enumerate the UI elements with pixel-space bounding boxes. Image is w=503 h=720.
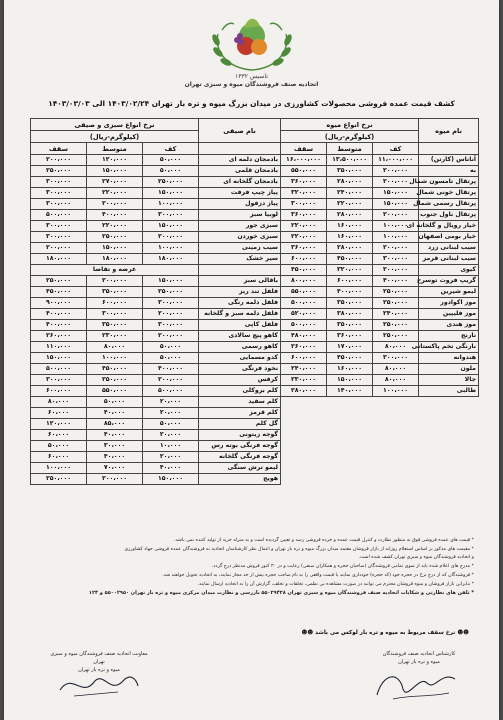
fruit-cell-name: پرتقال تامسون شمال — [419, 177, 479, 188]
fruit-cell-name: سیب لبنانی قرمز — [419, 254, 479, 265]
fruit-cell-max: ۲۳۰،۰۰۰ — [281, 375, 327, 386]
veg-cell-min: ۵۰،۰۰۰ — [143, 166, 199, 177]
fruit-cell-max: ۴۸۰،۰۰۰ — [281, 331, 327, 342]
fruit-cell-name: موز فلیپین — [419, 309, 479, 320]
note-line-phones: * تلفن های نظارتی و شکایات اتحادیه صنف فروشندگان میوه و سبزی تهران ۵۵۰۲۹۴۲۸ بازرسی و نظارت میدان مرکزی میوه و تره بار تهران ۵۵۰۰۲۹۵۰ و ۱۲۴ — [88, 590, 474, 597]
note-line: و اتحادیه فروشندگان میوه و سبزی تهران کشف شده است. — [358, 555, 474, 561]
fruit-avg-header: متوسط — [327, 143, 373, 155]
fruit-cell-name: لیمو شیرین — [419, 287, 479, 298]
fruit-cell-avg: ۱۴۰،۰۰۰ — [327, 386, 373, 397]
table-row — [281, 364, 479, 375]
veg-cell-name: فلفل دلمه سبز و گلخانه — [199, 309, 281, 320]
veg-cell-name: کاهو رسمی — [199, 342, 281, 353]
fruit-cell-max: ۳۶۰،۰۰۰ — [281, 243, 327, 254]
table-row — [281, 287, 479, 298]
fruit-cell-name: ملون — [419, 364, 479, 375]
table-row — [31, 331, 281, 342]
veg-cell-name: لیمو ترش سنگی — [199, 463, 281, 474]
table-row — [281, 199, 479, 210]
signature-left-title: معاونت اتحادیه صنف فروشندگان میوه و سبزی تهران — [50, 651, 148, 665]
fruit-cell-min: ۸۰،۰۰۰ — [373, 375, 419, 386]
veg-cell-min: ۱۵۰،۰۰۰ — [143, 276, 199, 287]
table-row — [31, 375, 281, 386]
veg-cell-max: ۱۵۰،۰۰۰ — [31, 353, 87, 364]
fruit-cell-min: ۲۰۰،۰۰۰ — [373, 265, 419, 276]
table-row — [281, 210, 479, 221]
fruit-cell-max: ۳۶۰،۰۰۰ — [281, 177, 327, 188]
table-row — [31, 408, 281, 419]
fruit-cell-avg: ۲۸۰،۰۰۰ — [327, 177, 373, 188]
veg-cell-min: ۲۰،۰۰۰ — [143, 430, 199, 441]
fruit-cell-avg: ۱۵۰،۰۰۰ — [327, 375, 373, 386]
veg-cell-max: ۴۵۰،۰۰۰ — [31, 287, 87, 298]
veg-cell-min: ۲۰،۰۰۰ — [143, 397, 199, 408]
veg-cell-min: ۴۰۰،۰۰۰ — [143, 364, 199, 375]
veg-cell-avg: ۵۰،۰۰۰ — [87, 397, 143, 408]
veg-cell-min: ۵۰،۰۰۰ — [143, 342, 199, 353]
veg-cell-min: ۲۰۰،۰۰۰ — [143, 232, 199, 243]
signature-right-org: میوه و تره بار تهران — [398, 659, 440, 665]
veg-cell-max: ۲۵۰،۰۰۰ — [31, 276, 87, 287]
table-row — [281, 386, 479, 397]
fruit-cell-min: ۱۰۰،۰۰۰ — [373, 232, 419, 243]
veg-cell-max: ۶۰۰،۰۰۰ — [31, 386, 87, 397]
veg-cell-name: پیاز چیپ فرفت — [199, 188, 281, 199]
table-row — [31, 166, 281, 177]
veg-avg-header: متوسط — [87, 143, 143, 155]
veg-max-header: سقف — [31, 143, 87, 155]
fruit-cell-name: نارنگی تخم پاکستانی — [419, 342, 479, 353]
veg-cell-name: بادمجان قلمی — [199, 166, 281, 177]
fruit-cell-avg: ۴۵۰،۰۰۰ — [327, 254, 373, 265]
fruit-cell-min: ۳۰۰،۰۰۰ — [373, 254, 419, 265]
table-row — [281, 188, 479, 199]
fruit-group-title: نرخ انواع میوه — [281, 119, 419, 131]
veg-unit-header: (کیلوگرم-ریال) — [31, 131, 199, 143]
fruit-cell-min: ۲۰۰،۰۰۰ — [373, 166, 419, 177]
page-title: کشف قیمت عمده فروشی محصولات کشاورزی در میدان بزرگ میوه و تره بار تهران ۱۴۰۳/۰۲/۲۴ الی ۱۴۰۳/۰۳/۰۳ — [48, 99, 455, 108]
veg-cell-min: ۳۰۰،۰۰۰ — [143, 320, 199, 331]
table-row — [281, 177, 479, 188]
veg-name-header-blank — [199, 143, 281, 155]
fruit-cell-avg: ۱۶۰،۰۰۰ — [327, 364, 373, 375]
veg-cell-avg: ۴۵۰،۰۰۰ — [87, 364, 143, 375]
veg-cell-max: ۲۶۰،۰۰۰ — [31, 331, 87, 342]
veg-cell-avg: ۸۰،۰۰۰ — [87, 342, 143, 353]
veg-cell-avg: ۲۷۰،۰۰۰ — [87, 177, 143, 188]
veg-cell-name: سیب زمینی — [199, 243, 281, 254]
veg-cell-name: سبزی خوردن — [199, 232, 281, 243]
fruit-cell-name: پرتقال ناول جنوب — [419, 210, 479, 221]
veg-cell-max: ۳۰۰،۰۰۰ — [31, 375, 87, 386]
veg-cell-name: فلفل تند ریز — [199, 287, 281, 298]
fruit-cell-min: ۲۵۰،۰۰۰ — [373, 298, 419, 309]
veg-cell-min: ۱۸۰،۰۰۰ — [143, 254, 199, 265]
veg-cell-max: ۱۰۰،۰۰۰ — [31, 463, 87, 474]
table-row — [31, 353, 281, 364]
fruit-max-header: سقف — [281, 143, 327, 155]
note-line: * فروشندگان که از درج نرخ در حجره خود (کد حجره) خودداری نمایند یا قیمت واقعی را به نام صاحب حجره بیش از حد مجاز نمایند، به اتحادیه تحویل خواهند شد. — [162, 572, 474, 578]
veg-cell-name: گوجه فرنگی بوته رس — [199, 441, 281, 452]
fruit-cell-name: پرتقال رسمی شمال — [419, 199, 479, 210]
veg-cell-max: ۶۰،۰۰۰ — [31, 408, 87, 419]
veg-cell-name: کلم بروکلی — [199, 386, 281, 397]
fruit-cell-avg: ۲۸۰،۰۰۰ — [327, 210, 373, 221]
veg-cell-min: ۵۰،۰۰۰ — [143, 353, 199, 364]
veg-cell-blank — [199, 265, 281, 276]
fruit-cell-avg: ۱۶۰،۰۰۰ — [327, 232, 373, 243]
veg-cell-max: ۲۰۰،۰۰۰ — [31, 155, 87, 166]
document-page — [4, 0, 499, 720]
table-row — [281, 298, 479, 309]
fruit-price-table — [280, 118, 479, 397]
signature-right-scrawl-icon — [369, 665, 464, 705]
veg-cell-name: باقالی سبز — [199, 276, 281, 287]
fruit-cell-min: ۲۰۰،۰۰۰ — [373, 177, 419, 188]
veg-cell-min: ۵۰،۰۰۰ — [143, 419, 199, 430]
table-row — [31, 298, 281, 309]
veg-cell-avg: ۲۵۰،۰۰۰ — [87, 375, 143, 386]
table-row — [31, 254, 281, 265]
veg-cell-max: ۱۱۰،۰۰۰ — [31, 342, 87, 353]
founding-year: تاسیس ۱۳۳۲ — [235, 73, 268, 80]
fruit-cell-max: ۶۰۰،۰۰۰ — [281, 353, 327, 364]
signature-left-scrawl-icon — [54, 668, 144, 702]
fruit-cell-max: ۳۰۰،۰۰۰ — [281, 199, 327, 210]
veg-cell-min: ۲۰،۰۰۰ — [143, 408, 199, 419]
fruit-cell-avg: ۱۶۰،۰۰۰ — [327, 221, 373, 232]
table-row — [31, 397, 281, 408]
veg-cell-avg: ۱۲۰،۰۰۰ — [87, 155, 143, 166]
table-row — [281, 276, 479, 287]
veg-cell-avg: ۲۰۰،۰۰۰ — [87, 199, 143, 210]
table-row — [281, 331, 479, 342]
veg-cell-max: ۵۰۰،۰۰۰ — [31, 364, 87, 375]
veg-cell-max: ۴۰۰،۰۰۰ — [31, 309, 87, 320]
veg-cell-name: فلفل دلمه رنگی — [199, 298, 281, 309]
veg-cell-avg: ۳۰،۰۰۰ — [87, 441, 143, 452]
table-row — [31, 441, 281, 452]
table-row — [31, 276, 281, 287]
veg-cell-min: ۳۰۰،۰۰۰ — [143, 298, 199, 309]
fruit-cell-min: ۱۰۰،۰۰۰ — [373, 221, 419, 232]
veg-cell-name: نخود فرنگی — [199, 364, 281, 375]
fruit-cell-max: ۵۵۰،۰۰۰ — [281, 287, 327, 298]
fruit-cell-max: ۲۴۰،۰۰۰ — [281, 364, 327, 375]
veg-cell-min: ۱۵۰،۰۰۰ — [143, 188, 199, 199]
table-row — [31, 386, 281, 397]
fruit-name-header: نام میوه — [419, 119, 479, 143]
veg-cell-max: ۳۰۰،۰۰۰ — [31, 199, 87, 210]
veg-cell-name: بادمجان دلمه ای — [199, 155, 281, 166]
veg-cell-avg: ۴۰،۰۰۰ — [87, 430, 143, 441]
fruit-cell-avg: ۳۵۰،۰۰۰ — [327, 320, 373, 331]
veg-cell-max: ۳۰۰،۰۰۰ — [31, 221, 87, 232]
veg-cell-name: گوجه زیتونی — [199, 430, 281, 441]
fruit-cell-avg: ۳۵۰،۰۰۰ — [327, 166, 373, 177]
fruit-cell-min: ۲۰۰،۰۰۰ — [373, 210, 419, 221]
note-line: * مقیمت های مذکور بر اساس استعلام روزانه از بازار فروشان معتمد میدان بزرگ میوه و تره بار تهران و اعمال نظر کارشناسان اتحادیه به فروشندگان عمده فروشی جهاد کشاورزی — [124, 546, 474, 552]
veg-cell-min: ۲۰۰،۰۰۰ — [143, 331, 199, 342]
table-row — [281, 254, 479, 265]
fruit-cell-avg: ۱۳،۵۰۰،۰۰۰ — [327, 155, 373, 166]
fruit-name-header-blank — [419, 143, 479, 155]
veg-cell-max: ۸۰،۰۰۰ — [31, 397, 87, 408]
veg-cell-name: گل کلم — [199, 419, 281, 430]
veg-min-header: کف — [143, 143, 199, 155]
table-row — [281, 375, 479, 386]
table-row — [31, 452, 281, 463]
fruit-cell-name: جالا — [419, 375, 479, 386]
fruit-cell-min: ۲۵۰،۰۰۰ — [373, 320, 419, 331]
fruit-cell-min: ۱۵۰،۰۰۰ — [373, 199, 419, 210]
veg-cell-avg: ۳۵۰،۰۰۰ — [87, 320, 143, 331]
veg-cell-name: کدو مسمایی — [199, 353, 281, 364]
table-row — [31, 188, 281, 199]
fruit-cell-name: گریپ فروت توسرخ — [419, 276, 479, 287]
veg-cell-min: ۳۰۰،۰۰۰ — [143, 210, 199, 221]
veg-cell-name: کلم قرمز — [199, 408, 281, 419]
table-row — [31, 177, 281, 188]
luxury-legend: ☻☻ نرخ سقف مربوط به میوه و تره بار لوکس می باشد ☻☻ — [301, 630, 469, 636]
fruit-cell-name: آناناس (کارتن) — [419, 155, 479, 166]
veg-cell-name: گوجه فرنگی گلخانه — [199, 452, 281, 463]
fruit-unit-header: (کیلوگرم-ریال) — [281, 131, 419, 143]
table-row — [31, 199, 281, 210]
veg-cell-min: ۲۰۰،۰۰۰ — [143, 375, 199, 386]
veg-cell-max: ۲۰۰،۰۰۰ — [31, 243, 87, 254]
table-row — [281, 320, 479, 331]
veg-cell-min: ۱۵۰،۰۰۰ — [143, 474, 199, 485]
fruit-cell-max: ۵۰۰،۰۰۰ — [281, 320, 327, 331]
veg-cell-avg: ۳۰۰،۰۰۰ — [87, 309, 143, 320]
veg-cell-avg: ۱۰۰،۰۰۰ — [87, 353, 143, 364]
veg-cell-note: عرضه و تقاضا — [31, 265, 199, 276]
fruit-cell-max: ۵۲۰،۰۰۰ — [281, 309, 327, 320]
veg-cell-name: فلفل کاپی — [199, 320, 281, 331]
fruit-cell-min: ۲۵۰،۰۰۰ — [373, 287, 419, 298]
table-row — [31, 287, 281, 298]
fruit-cell-max: ۲۶۰،۰۰۰ — [281, 342, 327, 353]
veg-cell-name: لوبیا سبز — [199, 210, 281, 221]
fruit-cell-max: ۲۸۰،۰۰۰ — [281, 386, 327, 397]
veg-cell-avg: ۲۰۰،۰۰۰ — [87, 276, 143, 287]
veg-cell-min: ۱۵۰،۰۰۰ — [143, 221, 199, 232]
veg-cell-max: ۵۰،۰۰۰ — [31, 441, 87, 452]
fruit-cell-avg: ۳۲۰،۰۰۰ — [327, 265, 373, 276]
fruit-cell-avg: ۳۶۰،۰۰۰ — [327, 331, 373, 342]
veg-cell-avg: ۴۰،۰۰۰ — [87, 408, 143, 419]
veg-cell-avg: ۶۰۰،۰۰۰ — [87, 298, 143, 309]
veg-cell-avg: ۴۰،۰۰۰ — [87, 452, 143, 463]
union-logo-icon — [204, 6, 300, 76]
table-row — [31, 221, 281, 232]
fruit-cell-max: ۳۶۰،۰۰۰ — [281, 210, 327, 221]
veg-cell-min: ۱۰۰،۰۰۰ — [143, 243, 199, 254]
table-row — [281, 155, 479, 166]
fruit-cell-name: کیوی — [419, 265, 479, 276]
table-row — [31, 474, 281, 485]
veg-cell-avg: ۳۵۰،۰۰۰ — [87, 287, 143, 298]
table-row — [31, 463, 281, 474]
veg-cell-min: ۴۰،۰۰۰ — [143, 463, 199, 474]
veg-cell-name: کلم سفید — [199, 397, 281, 408]
veg-cell-name: پیاز دزفول — [199, 199, 281, 210]
fruit-cell-name: موز هندی — [419, 320, 479, 331]
veg-cell-name: سبزی جور — [199, 221, 281, 232]
fruit-cell-min: ۲۰۰،۰۰۰ — [373, 243, 419, 254]
veg-cell-max: ۳۰۰،۰۰۰ — [31, 177, 87, 188]
veg-cell-avg: ۴۰۰،۰۰۰ — [87, 210, 143, 221]
fruit-cell-name: موز اکوادور — [419, 298, 479, 309]
veg-cell-min: ۲۰۰،۰۰۰ — [143, 309, 199, 320]
fruit-cell-min: ۱۰۰،۰۰۰ — [373, 386, 419, 397]
veg-name-header: نام صیفی — [199, 119, 281, 143]
veg-cell-avg: ۱۵۰،۰۰۰ — [87, 243, 143, 254]
note-line: * قیمت های عمده فروشی فوق به منظور نظارت و کنترل قیمت عمده و خرده فروشی رصد و تعیین گردیده است و به منزله خرید از تولید کننده نمی باشد. — [174, 538, 474, 543]
fruit-cell-min: ۸۰،۰۰۰ — [373, 342, 419, 353]
veg-cell-min: ۱۰،۰۰۰ — [143, 441, 199, 452]
veg-cell-avg: ۱۸۰،۰۰۰ — [87, 254, 143, 265]
veg-cell-min: ۲۰،۰۰۰ — [143, 452, 199, 463]
veg-cell-max: ۶۰،۰۰۰ — [31, 452, 87, 463]
table-row — [31, 320, 281, 331]
veg-cell-max: ۲۵۰،۰۰۰ — [31, 474, 87, 485]
fruit-cell-min: ۲۵۰،۰۰۰ — [373, 331, 419, 342]
fruit-cell-min: ۱۱،۰۰۰،۰۰۰ — [373, 155, 419, 166]
note-line: * بنابراین بازار فروشان و میوه فروشان محترم می توانند در صورت مشاهده بی نظمی، تخلفات و تخلف، گزارش آن را به اتحادیه ارسال نمایند. — [197, 581, 474, 587]
table-row — [31, 243, 281, 254]
table-row — [31, 210, 281, 221]
signature-right-title: کارشناس اتحادیه صنف فروشندگان — [382, 651, 456, 657]
table-row — [31, 155, 281, 166]
table-row — [31, 419, 281, 430]
fruit-cell-name: نارنج — [419, 331, 479, 342]
veg-cell-max: ۴۰۰،۰۰۰ — [31, 320, 87, 331]
fruit-cell-name: پرتقال خونی شمال — [419, 188, 479, 199]
veg-cell-name: کاهو پیچ سالادی — [199, 331, 281, 342]
table-row — [281, 342, 479, 353]
veg-cell-name: کرفس — [199, 375, 281, 386]
fruit-cell-name: سیب لبنانی زرد — [419, 243, 479, 254]
fruit-cell-max: ۳۲۰،۰۰۰ — [281, 188, 327, 199]
fruit-cell-avg: ۱۷۰،۰۰۰ — [327, 342, 373, 353]
notes-block — [34, 537, 474, 598]
fruit-cell-max: ۲۲۰،۰۰۰ — [281, 232, 327, 243]
veg-cell-max: ۳۰۰،۰۰۰ — [31, 232, 87, 243]
fruit-cell-avg: ۳۵۰،۰۰۰ — [327, 298, 373, 309]
veg-cell-avg: ۱۵۰،۰۰۰ — [87, 166, 143, 177]
table-row — [281, 243, 479, 254]
table-row — [281, 221, 479, 232]
fruit-cell-avg: ۴۵۰،۰۰۰ — [327, 353, 373, 364]
veg-cell-min: ۱۰۰،۰۰۰ — [143, 199, 199, 210]
veg-cell-max: ۵۰۰،۰۰۰ — [31, 210, 87, 221]
fruit-cell-avg: ۲۴۰،۰۰۰ — [327, 188, 373, 199]
fruit-cell-max: ۱۶،۰۰۰،۰۰۰ — [281, 155, 327, 166]
veg-cell-max: ۱۲۰،۰۰۰ — [31, 419, 87, 430]
veg-cell-avg: ۲۲۰،۰۰۰ — [87, 221, 143, 232]
table-row-note — [31, 265, 281, 276]
fruit-cell-max: ۸۰۰،۰۰۰ — [281, 276, 327, 287]
table-row — [281, 353, 479, 364]
veg-cell-max: ۶۰،۰۰۰ — [31, 430, 87, 441]
fruit-cell-max: ۴۵۰،۰۰۰ — [281, 265, 327, 276]
table-row — [31, 364, 281, 375]
fruit-cell-min: ۲۴۰،۰۰۰ — [373, 309, 419, 320]
fruit-cell-name: خیار بومی اصفهان — [419, 232, 479, 243]
veg-cell-avg: ۵۵۰،۰۰۰ — [87, 386, 143, 397]
veg-cell-avg: ۲۵۰،۰۰۰ — [87, 232, 143, 243]
fruit-cell-min: ۸۰،۰۰۰ — [373, 364, 419, 375]
veg-cell-max: ۱۸۰،۰۰۰ — [31, 254, 87, 265]
veg-cell-min: ۵۰۰،۰۰۰ — [143, 386, 199, 397]
fruit-cell-max: ۵۵۰،۰۰۰ — [281, 166, 327, 177]
signature-left-org: میوه و تره بار تهران — [78, 667, 120, 673]
fruit-cell-avg: ۳۸۰،۰۰۰ — [327, 309, 373, 320]
note-line: * مدرج های اعلام شده باید از سوی تمامی فروشندگان (صاحبان حجره و همکاران صنفی) رعایت و در ۳۰ کنور فروش مدنظر درج گردد. — [211, 564, 474, 570]
fruit-cell-min: ۴۰۰،۰۰۰ — [373, 276, 419, 287]
fruit-cell-name: خیار رویال و گلخانه ای — [419, 221, 479, 232]
veg-cell-avg: ۷۰،۰۰۰ — [87, 463, 143, 474]
fruit-cell-name: طالبی — [419, 386, 479, 397]
table-row — [31, 309, 281, 320]
veg-cell-name: هویج — [199, 474, 281, 485]
table-row — [31, 232, 281, 243]
veg-cell-min: ۲۵۰،۰۰۰ — [143, 177, 199, 188]
veg-cell-avg: ۲۰۰،۰۰۰ — [87, 474, 143, 485]
veg-cell-max: ۳۰۰،۰۰۰ — [31, 188, 87, 199]
vegetable-price-table — [30, 118, 281, 485]
fruit-cell-name: به — [419, 166, 479, 177]
veg-cell-max: ۲۵۰،۰۰۰ — [31, 166, 87, 177]
fruit-cell-avg: ۲۲۰،۰۰۰ — [327, 199, 373, 210]
table-row — [281, 232, 479, 243]
organization-name: اتحادیه صنف فروشندگان میوه و سبزی تهران — [184, 81, 319, 88]
veg-cell-avg: ۲۳۰،۰۰۰ — [87, 331, 143, 342]
veg-cell-max: ۹۰۰،۰۰۰ — [31, 298, 87, 309]
table-row — [281, 309, 479, 320]
table-row — [281, 166, 479, 177]
fruit-cell-avg: ۲۸۰،۰۰۰ — [327, 243, 373, 254]
fruit-cell-min: ۱۵۰،۰۰۰ — [373, 188, 419, 199]
fruit-min-header: کف — [373, 143, 419, 155]
veg-cell-avg: ۸۵،۰۰۰ — [87, 419, 143, 430]
table-row — [31, 430, 281, 441]
table-row — [281, 265, 479, 276]
table-row — [31, 342, 281, 353]
veg-cell-avg: ۲۲۰،۰۰۰ — [87, 188, 143, 199]
fruit-cell-name: هندوانه — [419, 353, 479, 364]
veg-group-title: نرخ انواع سبزی و صیفی — [31, 119, 199, 131]
fruit-cell-max: ۵۰۰،۰۰۰ — [281, 298, 327, 309]
veg-cell-min: ۲۵۰،۰۰۰ — [143, 287, 199, 298]
veg-cell-name: سیر خشک — [199, 254, 281, 265]
fruit-cell-avg: ۴۰۰،۰۰۰ — [327, 287, 373, 298]
fruit-cell-avg: ۶۰۰،۰۰۰ — [327, 276, 373, 287]
veg-cell-min: ۵۰،۰۰۰ — [143, 155, 199, 166]
veg-cell-name: بادمجان گلخانه ای — [199, 177, 281, 188]
signature-right — [364, 650, 474, 666]
fruit-cell-max: ۲۲۰،۰۰۰ — [281, 221, 327, 232]
fruit-cell-min: ۳۰۰،۰۰۰ — [373, 353, 419, 364]
fruit-cell-max: ۶۰۰،۰۰۰ — [281, 254, 327, 265]
